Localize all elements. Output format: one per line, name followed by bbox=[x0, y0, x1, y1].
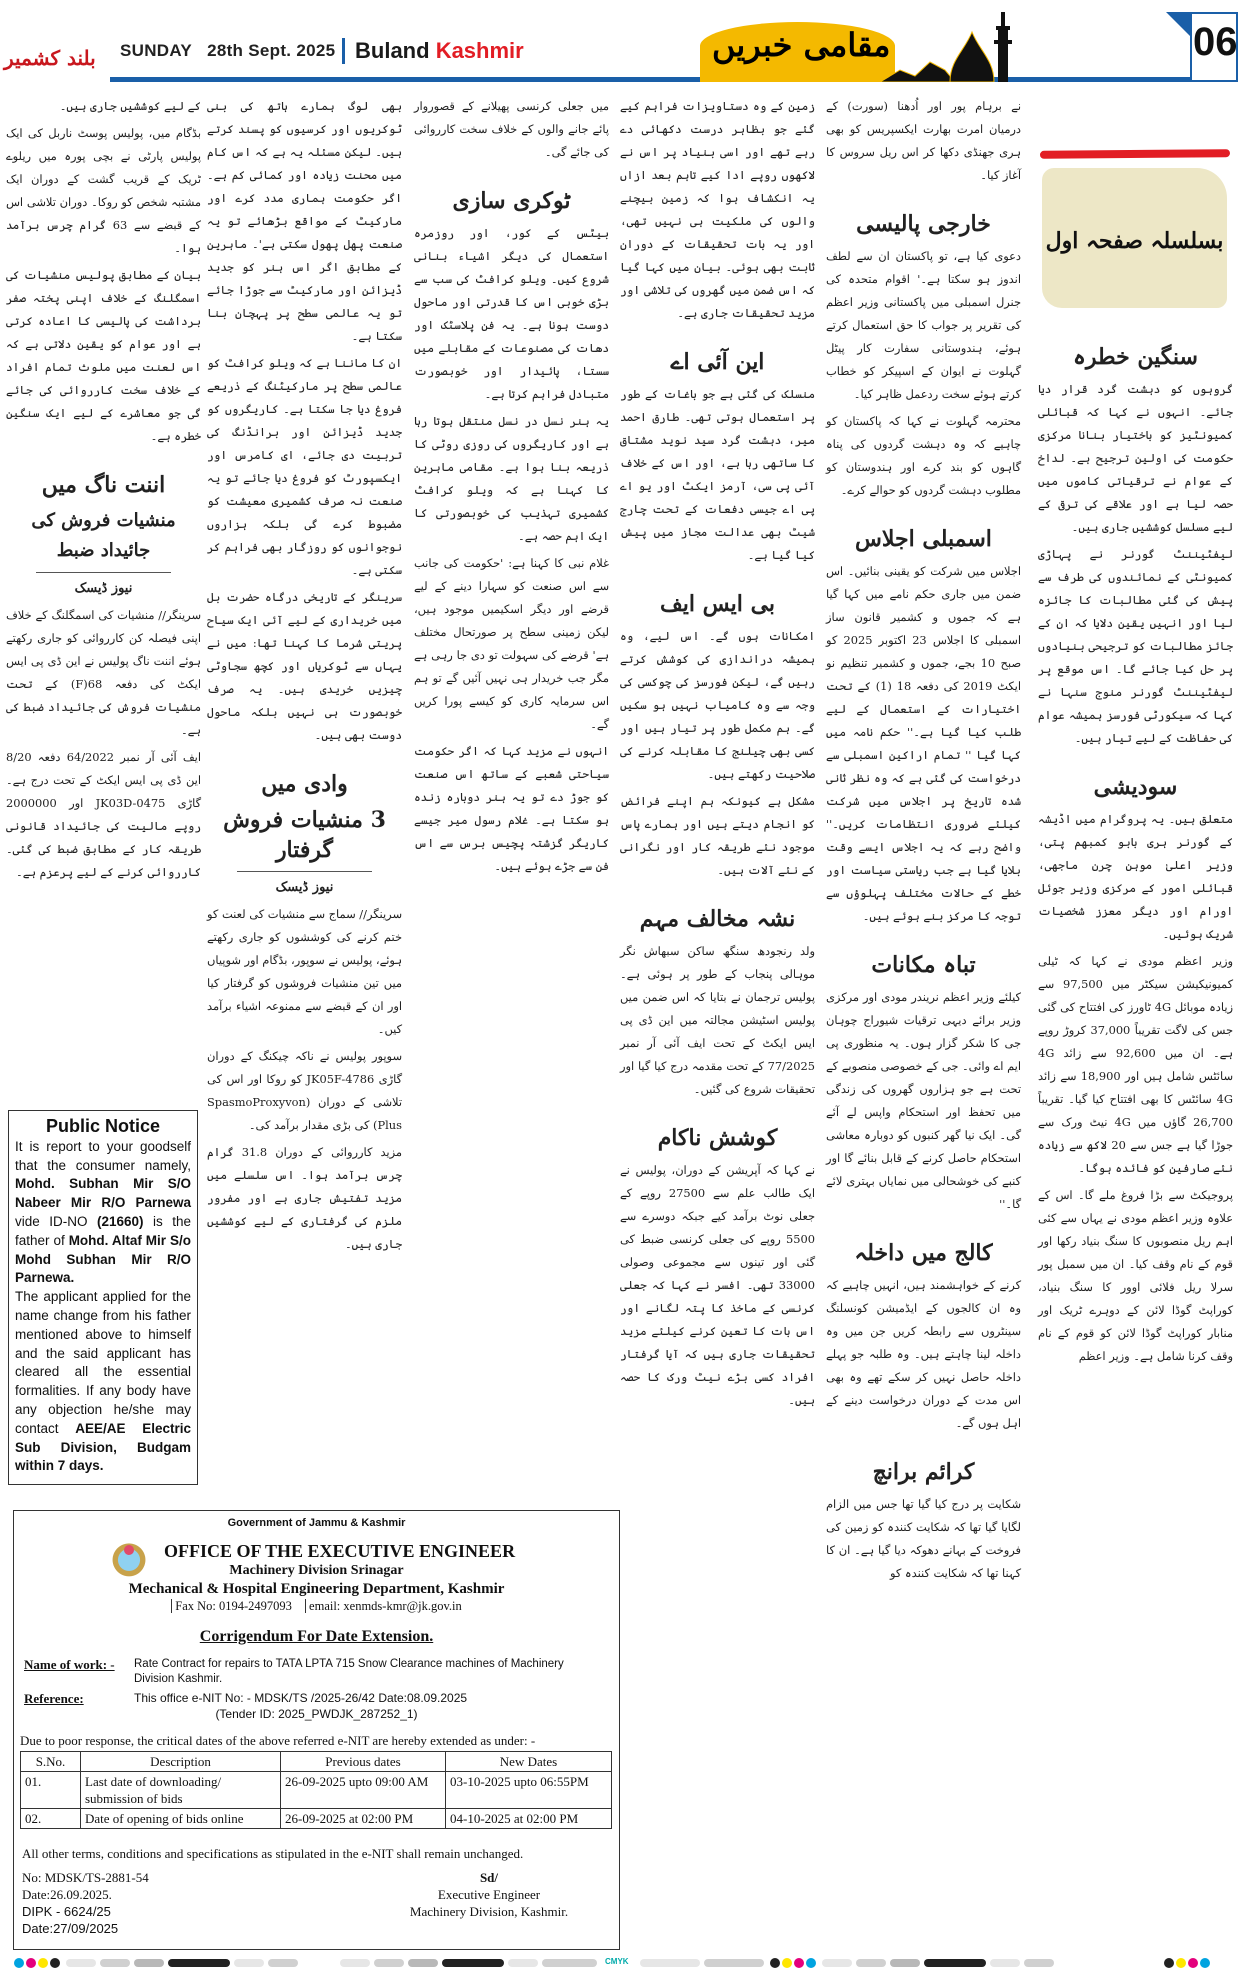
heading-crime-branch: کرائم برانچ bbox=[872, 1459, 975, 1485]
heading-tabah-makanat: تباہ مکانات bbox=[871, 952, 976, 978]
tint-bar bbox=[374, 1959, 404, 1967]
paragraph: کرنے کے خواہشمند ہیں، انہیں چاہیے کہ وہ ان کالجوں کے ایڈمیشن کونسلنگ سینٹروں سے رابطہ کریں جن میں وہ داخلہ لینا چاہتے ہیں۔ وہ طلبہ جو پہلے داخلہ حاصل نہیں کر سکے تھے وہ بھی اس مدت کے دوران درخواست دینے کے اہل ہوں گے۔ bbox=[826, 1278, 1021, 1430]
paragraph: مزید کارروائی کے دوران 31.8 گرام چرس برآمد ہوا۔ اس سلسلے میں مزید تفتیش جاری ہے اور مفرور ملزم کی گرفتاری کے لیے کوششیں جاری ہیں۔ bbox=[207, 1145, 402, 1251]
header-new-dates: New Dates bbox=[446, 1752, 612, 1772]
paragraph: انہوں نے مزید کہا کہ اگر حکومت سیاحتی شعبے کے ساتھ اس صنعت کو جوڑ دے تو یہ ہنر دوبارہ زندہ ہو سکتا ہے۔ غلام رسول میر جیسے کاریگر گزشتہ پچیس برس سے اس فن سے جڑے ہوئے ہیں۔ bbox=[414, 744, 609, 873]
story-heading-drug-peddlers-arrested: 3 منشیات فروش گرفتار bbox=[223, 807, 386, 863]
beige-paper-shape bbox=[1042, 168, 1227, 308]
paragraph: بڈگام میں، پولیس پوسٹ ناربل کی ایک پولیس پارٹی نے بچی پورہ میں ریلوے ٹریک کے قریب گشت کے دوران ایک مشتبہ شخص کو روکا۔ دوران تلاشی اس کے قبضے سے 63 گرام چرس برآمد ہوا۔ bbox=[6, 126, 201, 255]
paragraph: سرینگر کے تاریخی درگاہ حضرت بل میں خریداری کے لیے آئی ایک سیاح پریتی شرما کا کہنا تھا: میں نے یہاں سے ٹوکریاں اور کچھ سجاوٹی چیزیں خریدی ہیں۔ یہ صرف خوبصورت ہی نہیں بلکہ ماحول دوست بھی ہیں۔ bbox=[207, 590, 402, 742]
cell-sno: 02. bbox=[21, 1809, 81, 1829]
continued-label: بسلسلہ صفحہ اول bbox=[1045, 228, 1224, 254]
story-kicker: وادی میں bbox=[261, 771, 348, 797]
notice-vide: vide ID-NO bbox=[15, 1213, 88, 1229]
paragraph: لیفٹیننٹ گورنر نے پہاڑی کمیونٹی کے نمائندوں کی طرف سے پیش کی گئی مطالبات کا جائزہ لیا اور انہیں یقین دلایا کہ ان کے جائز مطالبات کو ترجیحی بنیادوں پر حل کیا جائے گا۔ اس موقع پر لیفٹیننٹ گورنر منوج سنہا نے کہا کہ سیکورٹی فورسز ہمیشہ عوام کی حفاظت کے لیے تیار ہیں۔ bbox=[1038, 547, 1233, 745]
heading-bsf: بی ایس ایف bbox=[659, 591, 776, 617]
paragraph: میں جعلی کرنسی پھیلانے کے قصوروار پائے جانے والوں کے خلاف سخت کارروائی کی جائے گی۔ bbox=[414, 99, 609, 159]
tint-bar bbox=[822, 1959, 852, 1967]
paragraph: متعلق ہیں۔ یہ پروگرام میں اڈیشہ کے گورنر ہری بابو کمبھم پتی، وزیر اعلیٰ موہن چرن ماجھی، قبائلی امور کے مرکزی وزیر جوئل اورام اور دیگر معزز شخصیات شریک ہوئیں۔ bbox=[1038, 812, 1233, 941]
magenta-dot bbox=[794, 1958, 804, 1968]
divider bbox=[237, 871, 372, 872]
paragraph: غلام نبی کا کہنا ہے: 'حکومت کی جانب سے اس صنعت کو سہارا دینے کے لیے قرضے اور دیگر اسکیمیں موجود ہیں، لیکن زمینی سطح پر صورتحال مختلف ہے' قرضے کی سہولت تو دی جا رہی ہے مگر جب خریدار ہی نہیں آئیں گے تو ہم اس سرمایہ کاری کو کیسے پورا کریں گے۔ bbox=[414, 556, 609, 731]
column-5 bbox=[826, 95, 1021, 1589]
notice-contact: AEE/AE Electric Sub Division, Budgam within 7 days. bbox=[15, 1420, 191, 1474]
story-kicker: اننت ناگ میں bbox=[41, 472, 166, 498]
newspaper-brand bbox=[342, 38, 524, 64]
paragraph: سرینگر// سماج سے منشیات کی لعنت کو ختم کرنے کی کوششوں کو جاری رکھتے ہوئے، پولیس نے سوپور، بڈگام اور شوپیاں میں تین منشیات فروشوں کو گرفتار کیا اور ان کے قبضے سے ممنوعہ اشیاء برآمد کیں۔ bbox=[207, 907, 402, 1036]
red-brush-stroke bbox=[1040, 149, 1230, 159]
paragraph: بیان کے مطابق پولیس منشیات کی اسمگلنگ کے خلاف اپنی پختہ صفر برداشت کی پالیسی کا اعادہ کرتی ہے اور عوام کو یقین دلاتی ہے کہ اس لعنت میں ملوث تمام افراد کے خلاف سخت کارروائی کی جائے گی جو معاشرے کے لیے ایک سنگین خطرہ ہے۔ bbox=[6, 268, 201, 443]
paragraph: نے کہا کہ آپریشن کے دوران، پولیس نے ایک طالب علم سے 27500 روپے کے جعلی نوٹ برآمد کیے جبکہ دوسرے سے 5500 روپے کی جعلی کرنسی ضبط کی گئی اور تینوں سے مجموعی وصولی 33000 تھی۔ افسر نے کہا کہ جعلی کرنسی کے ماخذ کا پتہ لگانے اور اس بات کا تعین کرنے کیلئے مزید تحقیقات جاری ہیں کہ آیا گرفتار افراد کسی بڑے نیٹ ورک کا حصہ ہیں۔ bbox=[620, 1163, 816, 1407]
ad-dipk: DIPK - 6624/25 bbox=[22, 1904, 111, 1919]
cell-sno: 01. bbox=[21, 1772, 81, 1809]
cell-previous-date: 26-09-2025 at 02:00 PM bbox=[281, 1809, 446, 1829]
notice-id-no: (21660) bbox=[96, 1213, 144, 1229]
ad-reference bbox=[24, 1691, 467, 1707]
tint-bar bbox=[856, 1959, 886, 1967]
heading-attempt-failed: کوشش ناکام bbox=[657, 1125, 778, 1151]
paragraph: کے لیے کوششیں جاری ہیں۔ bbox=[59, 99, 201, 113]
cyan-dot bbox=[1200, 1958, 1210, 1968]
tint-bar bbox=[66, 1959, 96, 1967]
story-heading-property-attached: منشیات فروش کی جائیداد ضبط bbox=[31, 510, 176, 561]
tint-bar bbox=[508, 1959, 538, 1967]
header-description: Description bbox=[81, 1752, 281, 1772]
paragraph: شکایت پر درج کیا گیا تھا جس میں الزام لگایا گیا تھا کہ شکایت کنندہ کو زمین کی فروخت کے بہانے دھوکہ دیا گیا ہے۔ ان کا کہنا تھا کہ شکایت کنندہ کو bbox=[826, 1497, 1021, 1580]
name-of-work-value: Rate Contract for repairs to TATA LPTA 715 Snow Clearance machines of Machinery Division Kashmir. bbox=[134, 1658, 564, 1685]
ad-department: Mechanical & Hospital Engineering Department, Kashmir bbox=[128, 1581, 505, 1597]
cyan-dot bbox=[806, 1958, 816, 1968]
tint-bar bbox=[442, 1959, 504, 1967]
tint-bar bbox=[100, 1959, 130, 1967]
cell-new-date: 04-10-2025 at 02:00 PM bbox=[446, 1809, 612, 1829]
name-of-work-label: Name of work: - bbox=[24, 1657, 115, 1672]
paragraph: سرینگر// منشیات کی اسمگلنگ کے خلاف اپنی فیصلہ کن کارروائی کو جاری رکھتے ہوئے اننت ناگ پولیس نے این ڈی پی ایس ایکٹ کی دفعہ 68(F) کے تحت منشیات فروش کی جائیداد ضبط کی ہے۔ bbox=[6, 608, 202, 737]
ad-tender-id: (Tender ID: 2025_PWDJK_287252_1) bbox=[215, 1707, 418, 1721]
paragraph: گروہوں کو دہشت گرد قرار دیا جائے۔ انہوں نے کہا کہ قبائلی کمیونٹیز کو باختیار بنانا مرکزی حکومت کی اولین ترجیح ہے۔ لداخ کے عوام نے ترقیاتی کاموں میں حصہ لیا ہے اور علاقے کی ترقی کے لیے مسلسل کوششیں جاری ہیں۔ bbox=[1038, 382, 1233, 534]
mosque-skyline-icon bbox=[880, 10, 1030, 82]
yellow-dot bbox=[782, 1958, 792, 1968]
printer-color-bar bbox=[0, 1955, 1238, 1971]
column-4 bbox=[620, 95, 815, 1416]
issue-date-text: 28th Sept. 2025 bbox=[207, 41, 336, 60]
tint-bar bbox=[340, 1959, 370, 1967]
paragraph: کیلئے وزیر اعظم نریندر مودی اور مرکزی وزیر برائے دیہی ترقیات شیوراج چوہان جی کا شکر گزار ہوں۔ یہ منظوری پی ایم اے وائی۔ جی کے خصوصی منصوبے کے تحت ہے جو ہزاروں گھروں کی زندگی میں تحفظ اور استحکام واپس لے آئے گی۔ ایک نیا گھر کنبوں کو دوبارہ معاشی استحکام حاصل کرنے کے قابل بنائے گا اور کنبے کی خوشحالی میں نمایاں بہتری لائے گا۔'' bbox=[826, 990, 1021, 1211]
ad-no: No: MDSK/TS-2881-54 bbox=[22, 1870, 149, 1885]
byline: نیوز ڈیسک bbox=[74, 581, 133, 596]
tint-bar bbox=[990, 1959, 1020, 1967]
paragraph: بھی لوگ ہمارے ہاتھ کی بنی ٹوکریوں اور کرسیوں کو پسند کرتے ہیں۔ لیکن مسئلہ یہ ہے کہ اس کام میں محنت زیادہ اور کمائی کم ہے۔ اگر حکومت ہماری مدد کرے اور مارکیٹ کے مواقع بڑھائے تو یہ صنعت پھل پھول سکتی ہے'۔ ماہرین کے مطابق اگر اس ہنر کو جدید ڈیزائن اور مارکیٹ سے جوڑا جائے تو یہ عالمی سطح پر پہچان بنا سکتا ہے۔ bbox=[207, 99, 402, 343]
tint-bar bbox=[268, 1959, 298, 1967]
paragraph: یہ ہنر نسل در نسل منتقل ہوتا رہا ہے اور کاریگروں کی روزی روٹی کا ذریعہ بنا ہوا ہے۔ مقامی ماہرین کا کہنا ہے کہ ویلو کرافٹ کشمیری تہذیب کی خوبصورتی کا ایک اہم حصہ ہے۔ bbox=[414, 414, 609, 543]
ad-name-of-work bbox=[24, 1657, 604, 1687]
page-number: 06 bbox=[1193, 20, 1238, 64]
header-previous-dates: Previous dates bbox=[281, 1752, 446, 1772]
paragraph: نے برہام پور اور اُدھنا (سورت) کے درمیان امرت بھارت ایکسپریس کو بھی ہری جھنڈی دکھا کر اس ریل سروس کا آغاز کیا۔ bbox=[826, 99, 1021, 182]
cell-description: Date of opening of bids online bbox=[81, 1809, 281, 1829]
table-row bbox=[21, 1809, 612, 1829]
ad-reference-numbers bbox=[22, 1869, 149, 1937]
paragraph: ایف آئی آر نمبر 64/2022 دفعہ 8/20 این ڈی پی ایس ایکٹ کے تحت درج ہے۔ گاڑی JK03D-0475 اور 2000000 روپے مالیت کی جائیداد قانونی طریقہ کار کے مطابق ضبط کی گئی۔ کارروائی کرنے کے لیے پرعزم ہے۔ bbox=[6, 750, 201, 879]
tint-bar bbox=[924, 1959, 986, 1967]
continued-from-front-box bbox=[1040, 150, 1230, 315]
paragraph: ان کا ماننا ہے کہ ویلو کرافٹ کو عالمی سطح پر مارکیٹنگ کے ذریعے فروغ دیا جا سکتا ہے۔ کاریگروں کو جدید ڈیزائن اور برانڈنگ کی تربیت دی جائے، ای کامرس اور ایکسپورٹ کو فروغ دیا جائے تو یہ صنعت نہ صرف کشمیری معیشت کو مضبوط کرے گی بلکہ ہزاروں نوجوانوں کو روزگار بھی فراہم کر سکتی ہے۔ bbox=[207, 356, 402, 577]
heading-assembly-session: اسمبلی اجلاس bbox=[855, 526, 992, 552]
cell-previous-date: 26-09-2025 upto 09:00 AM bbox=[281, 1772, 446, 1809]
byline: نیوز ڈیسک bbox=[275, 880, 334, 895]
public-notice bbox=[8, 1110, 198, 1485]
cell-description: Last date of downloading/ submission of bids bbox=[81, 1772, 281, 1809]
yellow-dot bbox=[38, 1958, 48, 1968]
ad-intro: Due to poor response, the critical dates of the above referred e-NIT are hereby extended as under: - bbox=[20, 1733, 536, 1748]
ad-subject: Corrigendum For Date Extension. bbox=[199, 1628, 434, 1645]
ad-email[interactable]: email: xenmds-kmr@jk.gov.in bbox=[305, 1599, 462, 1613]
ad-contact bbox=[14, 1599, 619, 1614]
section-title: مقامی خبریں bbox=[712, 26, 891, 64]
cmyk-label: CMYK bbox=[605, 1957, 629, 1966]
cell-new-date: 03-10-2025 upto 06:55PM bbox=[446, 1772, 612, 1809]
government-corrigendum-ad bbox=[13, 1510, 620, 1950]
ad-signatory: Executive Engineer bbox=[437, 1887, 541, 1902]
tint-bar bbox=[704, 1959, 764, 1967]
heading-swadeshi: سودیشی bbox=[1093, 774, 1178, 800]
critical-dates-table bbox=[20, 1751, 612, 1829]
paragraph: مشکل ہے کیونکہ ہم اپنے فرائض کو انجام دیتے ہیں اور ہمارے پاس موجود نئے طریقہ کار اور نگرانی کے نئے آلات ہیں۔ bbox=[620, 794, 815, 877]
tint-bar bbox=[134, 1959, 164, 1967]
ad-office: OFFICE OF THE EXECUTIVE ENGINEER bbox=[164, 1541, 516, 1561]
paragraph: زمین کے وہ دستاویزات فراہم کیے گئے جو بظاہر درست دکھائی دے رہے تھے اور اسی بنیاد پر اس نے لاکھوں روپے ادا کیے تاہم بعد ازاں یہ انکشاف ہوا کہ زمین بیچنے والوں کی ملکیت ہی نہیں تھی، اور یہ بات تحقیقات کے دوران ثابت بھی ہوئی۔ بیان میں کہا گیا کہ اس ضمن میں گھروں کی تلاشی اور مزید تحقیقات جاری ہے۔ bbox=[620, 99, 815, 320]
paragraph: سوپور پولیس نے ناکہ چیکنگ کے دوران گاڑی JK05F-4786 کو روکا اور اس کی تلاشی کے دوران (SpasmoProxyvon Plus) کی بڑی مقدار برآمد کی۔ bbox=[207, 1049, 402, 1132]
paragraph: بیٹس کے کور، اور روزمرہ استعمال کی دیگر اشیاء بنانی شروع کیں۔ ویلو کرافٹ کی سب سے بڑی خوبی اس کا قدرتی اور ماحول دوست ہونا ہے۔ یہ فن پلاسٹک اور دھات کی مصنوعات کے مقابلے میں سستا، پائیدار اور خوبصورت متبادل فراہم کرتا ہے۔ bbox=[414, 226, 609, 401]
tint-bar bbox=[640, 1959, 700, 1967]
issue-day: SUNDAY bbox=[120, 41, 193, 60]
page-corner-mark bbox=[1166, 12, 1190, 36]
ad-date: Date:26.09.2025. bbox=[22, 1887, 112, 1902]
reference-label: Reference: bbox=[24, 1691, 84, 1706]
newspaper-logo-urdu: بلند کشمیر bbox=[4, 46, 96, 70]
column-1 bbox=[6, 95, 201, 888]
table-header-row bbox=[21, 1752, 612, 1772]
tint-bar bbox=[542, 1959, 597, 1967]
column-2 bbox=[207, 95, 402, 1260]
paragraph: اجلاس میں شرکت کو یقینی بنائیں۔ اس ضمن میں جاری حکم نامے میں کہا گیا ہے کہ جموں و کشمیر قانون ساز اسمبلی کا اجلاس 23 اکتوبر 2025 کو صبح 10 بجے، جموں و کشمیر تنظیم نو ایکٹ 2019 کی دفعہ 18 (1) کے تحت اختیارات کے استعمال کے لیے طلب کیا گیا ہے۔'' حکم نامہ میں کہا گیا '' تمام اراکین اسمبلی سے درخواست کی گئی ہے کہ وہ نظر ثانی شدہ تاریخ پر اجلاس میں شرکت کیلئے ضروری انتظامات کریں۔'' واضح رہے کہ یہ اجلاس ایسے وقت بلایا گیا ہے جب ریاستی سیاست اور خطے کے حالات مختلف پہلوؤں سے توجہ کا مرکز بنے ہوئے ہیں۔ bbox=[826, 564, 1021, 923]
notice-relation: is the father of bbox=[15, 1213, 191, 1248]
divider bbox=[36, 572, 171, 573]
ad-division: Machinery Division Srinagar bbox=[229, 1563, 404, 1578]
yellow-dot bbox=[1176, 1958, 1186, 1968]
table-row bbox=[21, 1772, 612, 1809]
column-3 bbox=[414, 95, 609, 882]
brand-word-1: Buland bbox=[355, 38, 430, 63]
issue-date bbox=[120, 41, 345, 61]
paragraph: پروجیکٹ سے بڑا فروغ ملے گا۔ اس کے علاوہ وزیر اعظم مودی نے یہاں سے کئی اہم ریل منصوبوں کا سنگ بنیاد رکھا اور قوم کے نام وقف کیا۔ ان میں سمبل پور سرلا ریل فلائی اوور کا سنگ بنیاد، کوراپٹ گوڈا لائن کے دوہرے ٹریک اور منابار کوراپٹ گوڈا لائن کو قوم کے نام وقف کرنا شامل ہے۔ وزیر اعظم bbox=[1038, 1188, 1233, 1363]
notice-applicant: Mohd. Altaf Mir S/o Mohd Subhan Mir R/O Parnewa. bbox=[15, 1232, 191, 1286]
masthead bbox=[0, 0, 1238, 82]
header-rule bbox=[110, 77, 1205, 82]
heading-kharji-policy: خارجی پالیسی bbox=[856, 211, 991, 237]
black-dot bbox=[770, 1958, 780, 1968]
brand-word-2: Kashmir bbox=[435, 38, 524, 63]
notice-body: The applicant applied for the name change from his father mentioned above to himself and the said applicant has cleared all the essential formalities. If any body have any objection he/she may contact bbox=[15, 1289, 191, 1436]
paragraph: منسلک کی گئی ہے جو باغات کے طور پر استعمال ہوتی تھی۔ طارق احمد میر، دہشت گرد سید نوید مشتاق کا ساتھی رہا ہے، اور اس کے خلاف آئی پی سی، آرمز ایکٹ اور یو اے پی اے جیسی دفعات کے تحت چارج شیٹ بھی عدالت مجاز میں پیش کیا گیا ہے۔ bbox=[620, 387, 815, 562]
paragraph: امکانات ہوں گے۔ اس لیے، وہ ہمیشہ دراندازی کی کوشش کرتے رہیں گے، لیکن فورسز کی چوکسی کی وجہ سے وہ کامیاب نہیں ہو سکیں گے۔ ہم مکمل طور پر تیار ہیں اور کسی بھی چیلنج کا مقابلہ کرنے کی صلاحیت رکھتے ہیں۔ bbox=[620, 629, 815, 781]
header-sno: S.No. bbox=[21, 1752, 81, 1772]
ad-sd: Sd/ bbox=[479, 1870, 499, 1885]
heading-college-admission: کالج میں داخلہ bbox=[854, 1240, 993, 1266]
paragraph: وزیر اعظم مودی نے کہا کہ ٹیلی کمیونیکیشن سیکٹر میں 97,500 سے زیادہ موبائل 4G ٹاورز کی افتتاح کی گئی جس کی لاگت تقریباً 37,000 کروڑ روپے ہے۔ ان میں 92,600 سے زائد 4G سائٹس شامل ہیں اور 18,900 سے زائد 4G سائٹس کا بھی افتتاح کیا گیا۔ تقریباً 26,700 گاؤں میں 4G نیٹ ورک سے جوڑا گیا ہے جس سے 20 لاکھ سے زیادہ نئے صارفین کو فائدہ ہوگا۔ bbox=[1038, 954, 1234, 1175]
paragraph: ولد رنجودھ سنگھ ساکن سبھاش نگر موہالی پنجاب کے طور پر ہوئی ہے۔ پولیس ترجمان نے بتایا کہ اس ضمن میں پولیس اسٹیشن مجالتہ میں این ڈی پی ایس ایکٹ کے تحت ایف آئی آر نمبر 77/2025 کے تحت مقدمہ درج کیا گیا اور تحقیقات شروع کی گئیں۔ bbox=[620, 944, 815, 1096]
public-notice-title: Public Notice bbox=[45, 1116, 161, 1136]
tint-bar bbox=[890, 1959, 920, 1967]
heading-anti-drug-drive: نشہ مخالف مہم bbox=[639, 906, 796, 932]
magenta-dot bbox=[1188, 1958, 1198, 1968]
tint-bar bbox=[1024, 1959, 1054, 1967]
reference-value: This office e-NIT No: - MDSK/TS /2025-26/42 Date:08.09.2025 bbox=[134, 1691, 468, 1705]
heading-nia: این آئی اے bbox=[670, 349, 765, 375]
ad-unchanged-note: All other terms, conditions and specifications as stipulated in the e-NIT shall remain unchanged. bbox=[22, 1846, 524, 1861]
tint-bar bbox=[408, 1959, 438, 1967]
ad-government: Government of Jammu & Kashmir bbox=[227, 1517, 406, 1529]
paragraph: دعوی کیا ہے، تو پاکستان ان سے لطف اندوز ہو سکتا ہے۔' اقوام متحدہ کی جنرل اسمبلی میں پاکستانی وزیر اعظم کی تقریر پر جواب کا حق استعمال کرتے ہوئے، ہندوستانی سفارت کار پیٹل گہلوت نے ایوان کے اسپیکر کو خطاب کرتے ہوئے سخت ردعمل ظاہر کیا۔ bbox=[826, 249, 1021, 401]
ad-dipk-date: Date:27/09/2025 bbox=[22, 1921, 119, 1936]
tint-bar bbox=[168, 1959, 230, 1967]
tint-bar bbox=[234, 1959, 264, 1967]
notice-intro: It is report to your goodself that the consumer namely, bbox=[15, 1138, 191, 1173]
notice-consumer: Mohd. Subhan Mir S/O Nabeer Mir R/O Parnewa bbox=[15, 1176, 191, 1211]
magenta-dot bbox=[26, 1958, 36, 1968]
heading-basket-making: ٹوکری سازی bbox=[452, 188, 571, 214]
section-banner bbox=[700, 10, 1030, 82]
ad-fax: Fax No: 0194-2497093 bbox=[171, 1599, 292, 1613]
ad-signatory-office: Machinery Division, Kashmir. bbox=[409, 1904, 569, 1919]
black-dot bbox=[50, 1958, 60, 1968]
black-dot bbox=[1164, 1958, 1174, 1968]
heading-sangeen-khatra: سنگین خطرہ bbox=[1073, 344, 1198, 370]
paragraph: محترمہ گہلوت نے کہا کہ پاکستان کو چاہیے کہ وہ دہشت گردوں کی پناہ گاہوں کو بند کرے اور ہندوستان کو مطلوب دہشت گردوں کو حوالے کرے۔ bbox=[826, 414, 1021, 497]
cyan-dot bbox=[14, 1958, 24, 1968]
ad-signature bbox=[374, 1869, 604, 1920]
